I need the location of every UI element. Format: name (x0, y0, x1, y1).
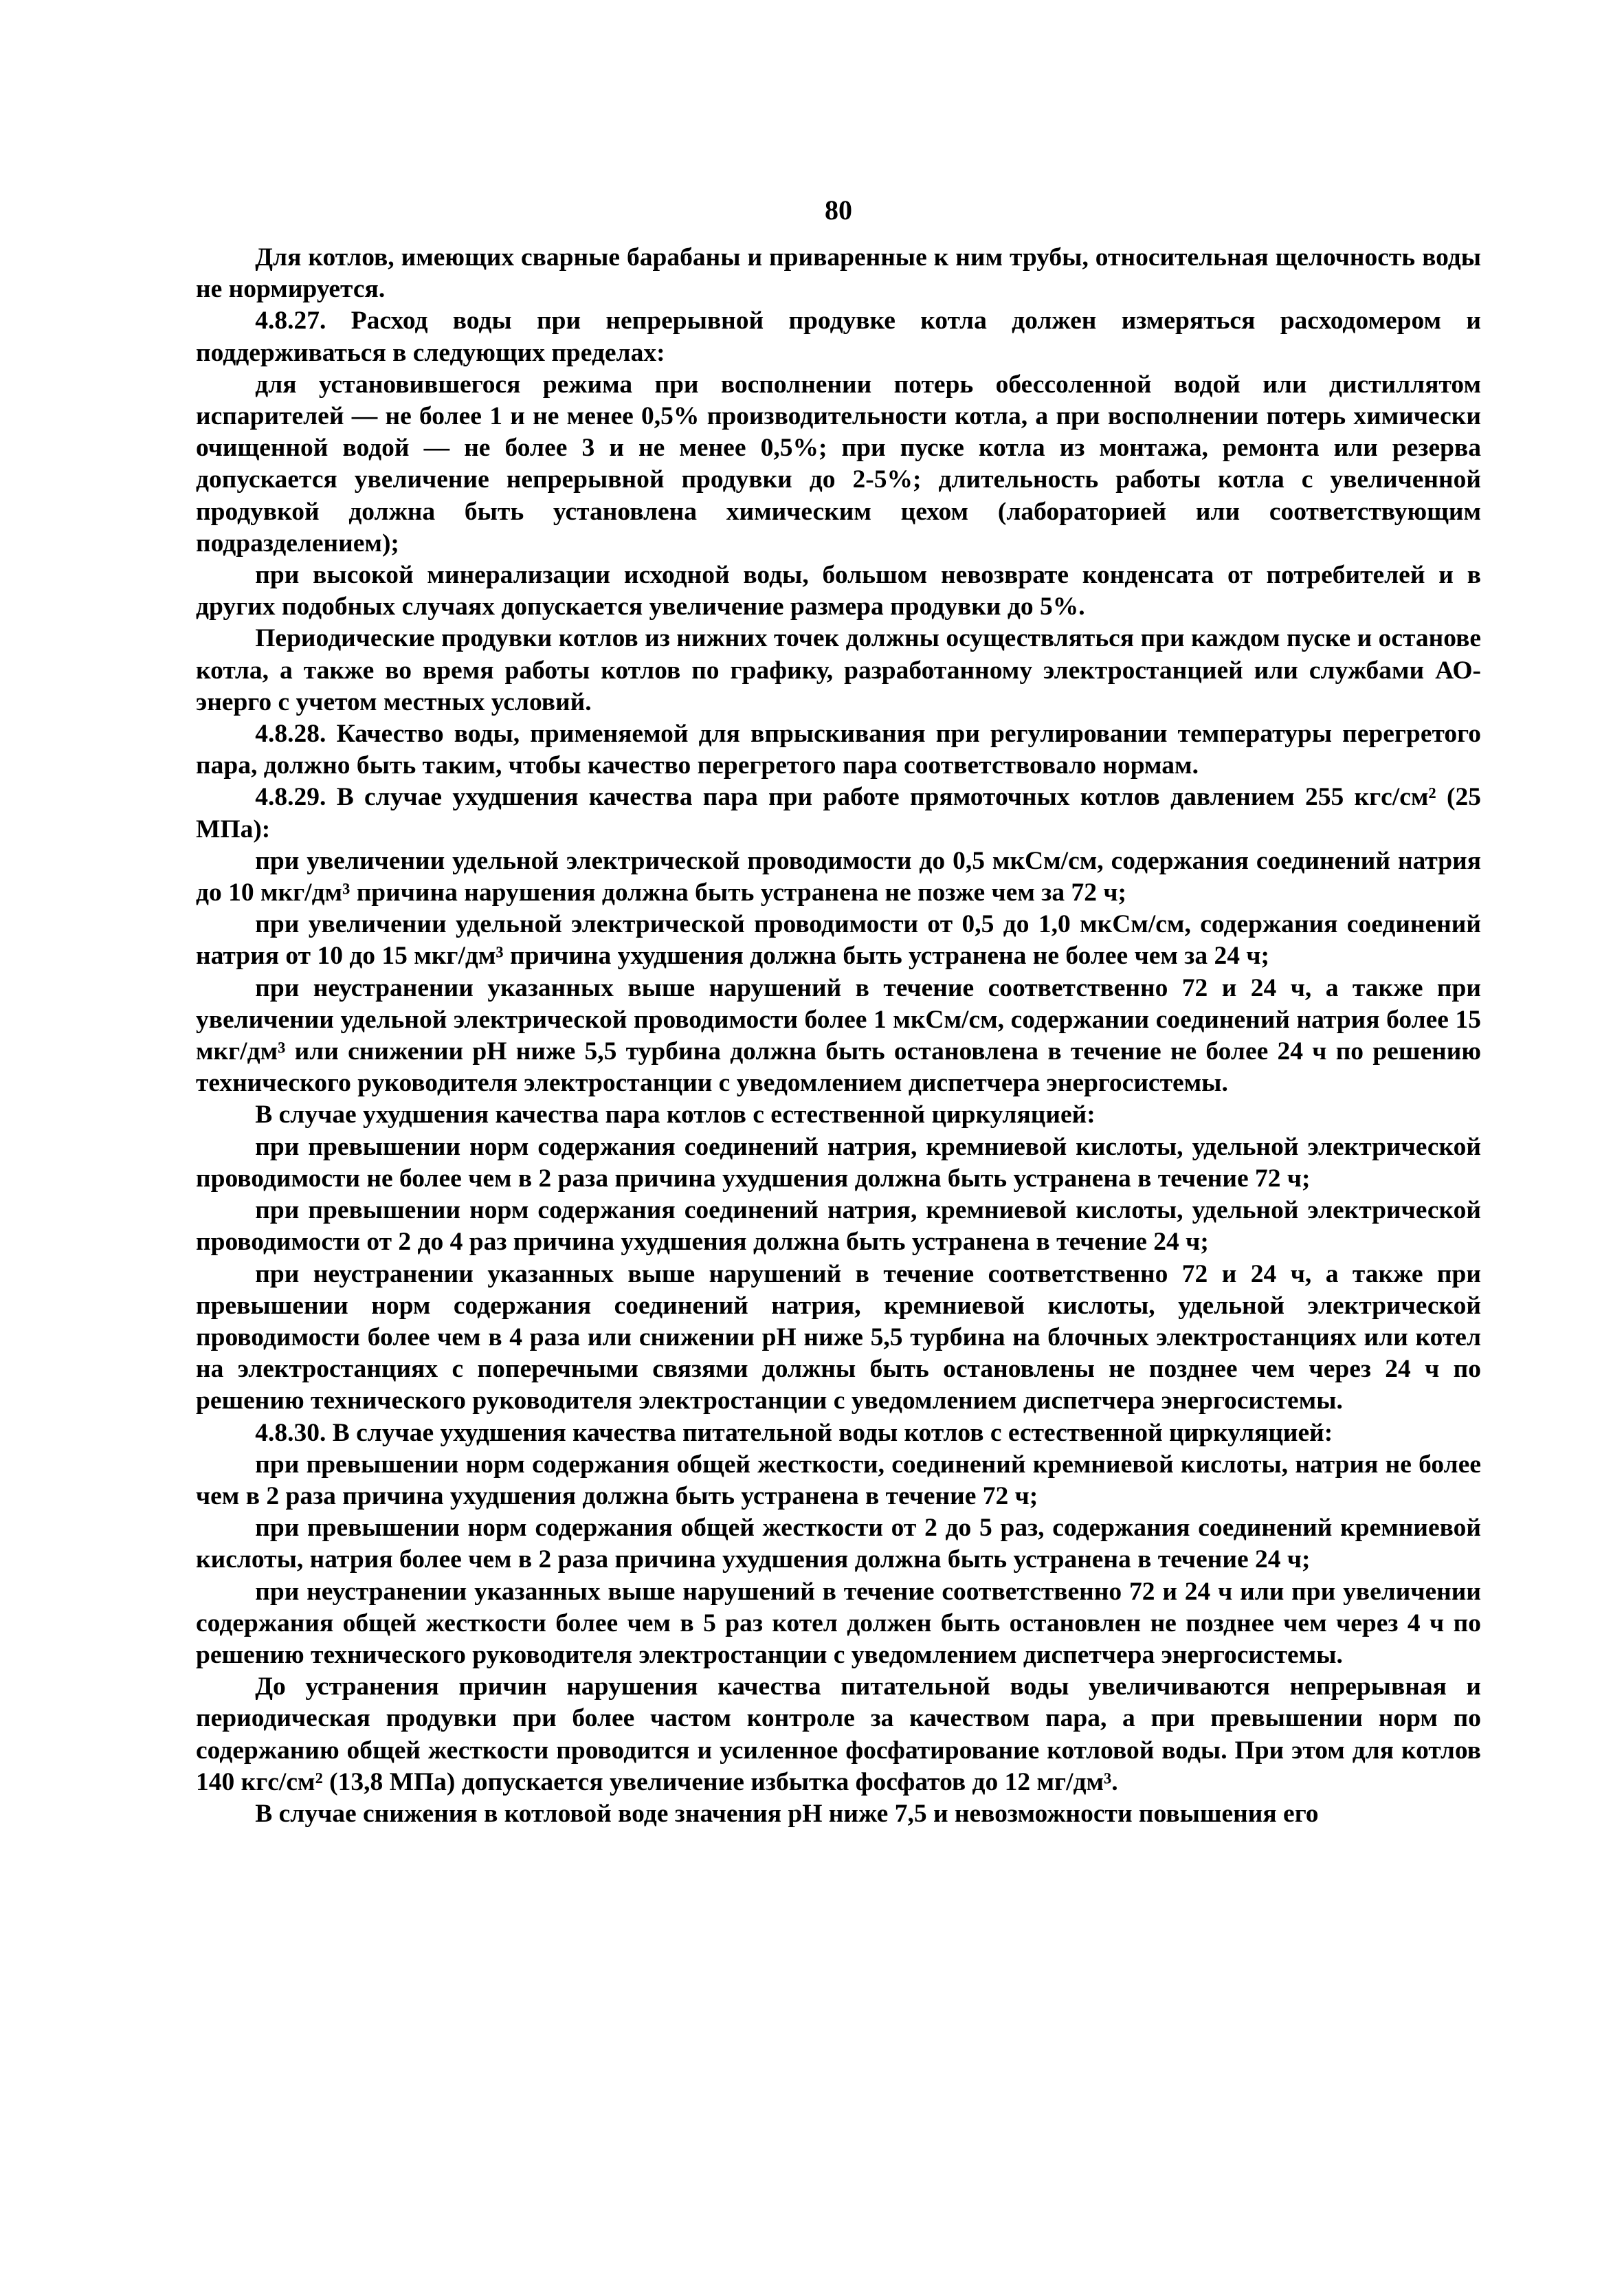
paragraph-15: 4.8.30. В случае ухудшения качества питательной воды котлов с естественной циркуляцией: (255, 1418, 1333, 1447)
paragraph-13: при превышении норм содержания соединений натрия, кремниевой кислоты, удельной электрической проводимости от 2 до 4 раз причина ухудшения должна быть устранена в течение 24 ч; (196, 1196, 1481, 1257)
paragraph-16: при превышении норм содержания общей жесткости, соединений кремниевой кислоты, натрия не более чем в 2 раза причина ухудшения должна быть устранена в течение 72 ч; (196, 1450, 1481, 1510)
paragraph-6: 4.8.28. Качество воды, применяемой для впрыскивания при регулировании температуры перегретого пара, должно быть таким, чтобы качество перегретого пара соответствовало нормам. (196, 720, 1481, 780)
paragraph-14: при неустранении указанных выше нарушений в течение соответственно 72 и 24 ч, а также при превышении норм содержания соединений натрия, кремниевой кислоты, удельной электрической проводимости более чем в 4 раза или снижении рН ниже 5,5 турбина на блочных электростанциях или котел на электростанциях с поперечными связями должны быть остановлены не позднее чем через 24 ч по решению технического руководителя электростанции с уведомлением диспетчера энергосистемы. (196, 1259, 1481, 1415)
paragraph-18: при неустранении указанных выше нарушений в течение соответственно 72 и 24 ч или при увеличении содержания общей жесткости более чем в 5 раз котел должен быть остановлен не позднее чем через 4 ч по решению технического руководителя электростанции с уведомлением диспетчера энергосистемы. (196, 1577, 1481, 1669)
paragraph-19: До устранения причин нарушения качества питательной воды увеличиваются непрерывная и периодическая продувки при более частом контроле за качеством пара, а при превышении норм по содержанию общей жесткости проводится и усиленное фосфатирование котловой воды. При этом для котлов 140 кгс/см² (13,8 МПа) допускается увеличение избытка фосфатов до 12 мг/дм³. (196, 1673, 1481, 1796)
paragraph-11: В случае ухудшения качества пара котлов с естественной циркуляцией: (255, 1101, 1095, 1129)
paragraph-20: В случае снижения в котловой воде значения рН ниже 7,5 и невозможности повышения его (255, 1799, 1319, 1828)
document-body (196, 242, 1481, 1830)
paragraph-1: Для котлов, имеющих сварные барабаны и приваренные к ним трубы, относительная щелочность воды не нормируется. (196, 243, 1481, 304)
paragraph-17: при превышении норм содержания общей жесткости от 2 до 5 раз, содержания соединений кремниевой кислоты, натрия более чем в 2 раза причина ухудшения должна быть устранена в течение 24 ч; (196, 1514, 1481, 1574)
paragraph-5: Периодические продувки котлов из нижних точек должны осуществляться при каждом пуске и останове котла, а также во время работы котлов по графику, разработанному электростанцией или службами АО-энерго с учетом местных условий. (196, 624, 1481, 716)
page-number: 80 (825, 195, 852, 225)
paragraph-9: при увеличении удельной электрической проводимости от 0,5 до 1,0 мкСм/см, содержания соединений натрия от 10 до 15 мкг/дм³ причина ухудшения должна быть устранена не более чем за 24 ч; (196, 910, 1481, 971)
paragraph-4: при высокой минерализации исходной воды, большом невозврате конденсата от потребителей и в других подобных случаях допускается увеличение размера продувки до 5%. (196, 561, 1481, 621)
paragraph-7: 4.8.29. В случае ухудшения качества пара при работе прямоточных котлов давлением 255 кгс/см² (25 МПа): (196, 783, 1481, 843)
paragraph-12: при превышении норм содержания соединений натрия, кремниевой кислоты, удельной электрической проводимости не более чем в 2 раза причина ухудшения должна быть устранена в течение 72 ч; (196, 1132, 1481, 1193)
paragraph-3: для установившегося режима при восполнении потерь обессоленной водой или дистиллятом испарителей — не более 1 и не менее 0,5% производительности котла, а при восполнении потерь химически очищенной водой — не более 3 и не менее 0,5%; при пуске котла из монтажа, ремонта или резерва допускается увеличение непрерывной продувки до 2-5%; длительность работы котла с увеличенной продувкой должна быть установлена химическим цехом (лабораторией или соответствующим подразделением); (196, 370, 1481, 558)
paragraph-8: при увеличении удельной электрической проводимости до 0,5 мкСм/см, содержания соединений натрия до 10 мкг/дм³ причина нарушения должна быть устранена не позже чем за 72 ч; (196, 846, 1481, 907)
paragraph-10: при неустранении указанных выше нарушений в течение соответственно 72 и 24 ч, а также при увеличении удельной электрической проводимости более 1 мкСм/см, содержании соединений натрия более 15 мкг/дм³ или снижении рН ниже 5,5 турбина должна быть остановлена в течение не более 24 ч по решению технического руководителя электростанции с уведомлением диспетчера энергосистемы. (196, 973, 1481, 1098)
paragraph-2: 4.8.27. Расход воды при непрерывной продувке котла должен измеряться расходомером и поддерживаться в следующих пределах: (196, 307, 1481, 367)
document-page (196, 192, 1481, 1830)
